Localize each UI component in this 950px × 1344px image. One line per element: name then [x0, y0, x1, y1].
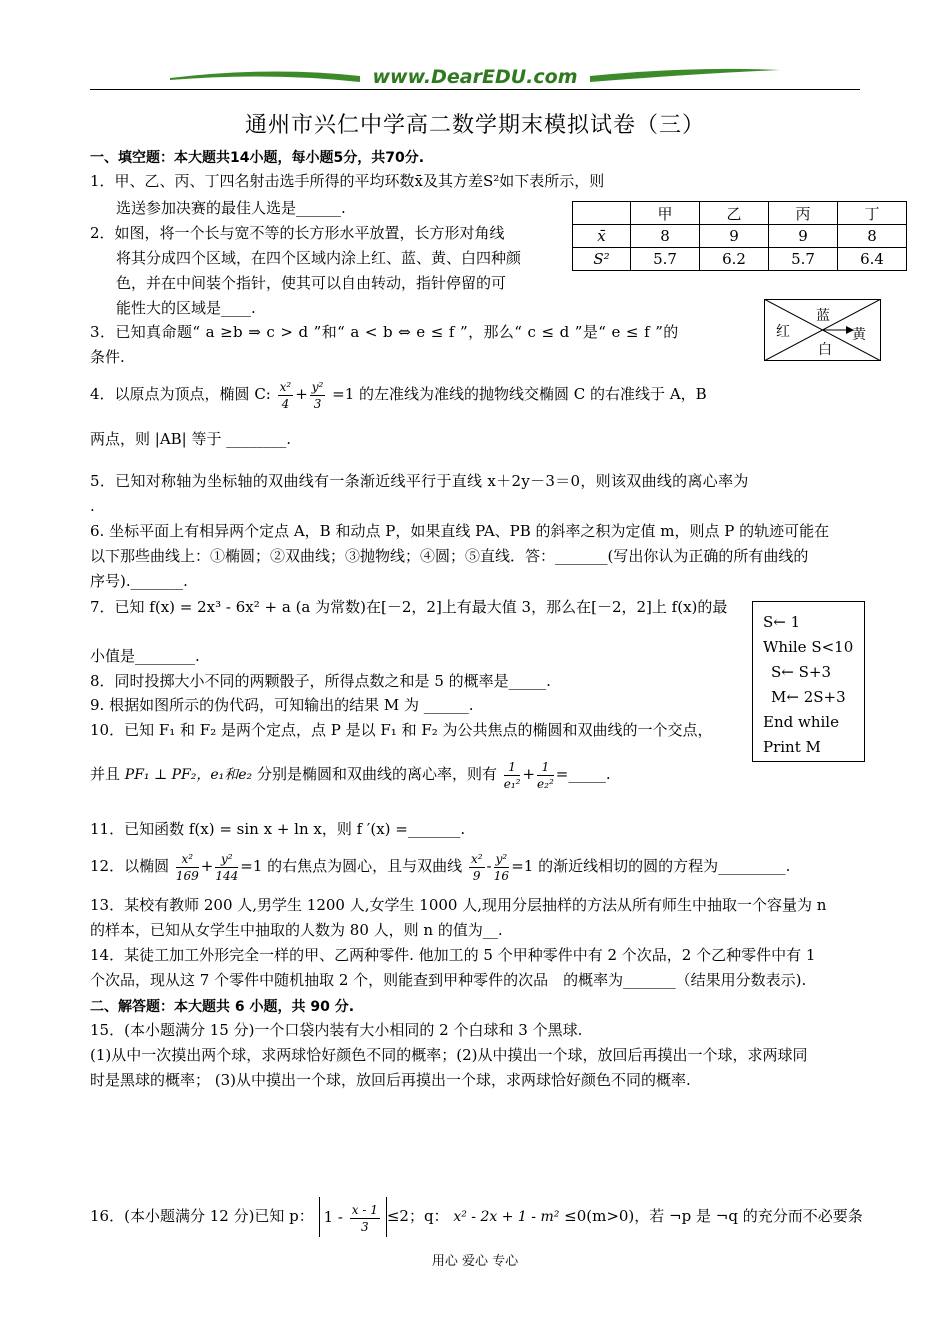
q15-line3: 时是黑球的概率； (3)从中摸出一个球，放回后再摸出一个球，求两球恰好颜色不同的概率.	[90, 1071, 691, 1089]
fraction-denominator: 9	[472, 868, 481, 883]
q10-line1: 10．已知 F₁ 和 F₂ 是两个定点，点 P 是以 F₁ 和 F₂ 为公共焦点的椭圆和双曲线的一个交点，	[90, 721, 713, 739]
fraction-numerator: y²	[215, 851, 238, 868]
q12-fraction-1	[176, 851, 199, 884]
code-line: M← 2S+3	[771, 688, 846, 706]
page-footer: 用心 爱心 专心	[431, 1254, 519, 1269]
fraction-denominator: 3	[313, 396, 322, 411]
q10-text-c: =_____.	[555, 765, 611, 783]
q11-line: 11．已知函数 f(x) = sin x + ln x，则 f ′(x) =_______.	[90, 820, 466, 838]
table-cell: 丙	[769, 202, 838, 225]
stats-table	[572, 201, 907, 271]
header-logo	[170, 66, 780, 90]
q12-fraction-4	[494, 851, 510, 884]
q4-fraction-y	[310, 379, 326, 412]
q6-line1: 6. 坐标平面上有相异两个定点 A，B 和动点 P，如果直线 PA、PB 的斜率之积为定值 m，则点 P 的轨迹可能在	[90, 522, 830, 540]
fraction-numerator: y²	[311, 379, 324, 394]
q14-line2: 个次品，现从这 7 个零件中随机抽取 2 个，则能查到甲种零件的次品 的概率为_______（结果用分数表示).	[90, 971, 807, 989]
q16-text-b: ≤2；q：	[386, 1207, 449, 1225]
q14-line1: 14．某徒工加工外形完全一样的甲、乙两种零件. 他加工的 5 个甲种零件中有 2 个次品，2 个乙种零件中有 1	[90, 946, 816, 964]
logo-text: www.DearEDU.com	[372, 66, 578, 88]
q12-fraction-3	[469, 851, 485, 884]
fraction-numerator: 1	[537, 759, 554, 776]
table-row	[573, 248, 907, 271]
table-cell: 乙	[700, 202, 769, 225]
fraction-numerator: x²	[176, 851, 199, 868]
fraction-denominator: e₂²	[537, 776, 554, 791]
section-heading-fill-blank: 一、填空题：本大题共14小题，每小题5分，共70分.	[90, 150, 425, 166]
q10-plus: +	[522, 765, 536, 783]
q2-line1: 2．如图，将一个长与宽不等的长方形水平放置，长方形对角线	[90, 224, 505, 242]
section-heading-answers: 二、解答题：本大题共 6 小题，共 90 分.	[90, 999, 355, 1015]
q4-line2: 两点，则 |AB| 等于 ________.	[90, 430, 292, 448]
q10-math: PF₁ ⊥ PF₂，e₁和e₂	[124, 767, 253, 783]
region-right-label: 黄	[852, 327, 866, 343]
fraction-numerator: x - 1	[351, 1202, 378, 1217]
q12-text-c: =1 的渐近线相切的圆的方程为_________.	[511, 857, 791, 875]
fraction-denominator: 169	[175, 868, 199, 883]
q9-line: 9. 根据如图所示的伪代码，可知输出的结果 M 为 ______.	[90, 696, 474, 714]
q16-text-a: 16．(本小题满分 12 分)已知 p：	[90, 1207, 314, 1225]
q15-line1: 15．(本小题满分 15 分)一个口袋内装有大小相同的 2 个白球和 3 个黑球.	[90, 1021, 583, 1039]
code-line: While S<10	[763, 638, 854, 656]
region-left-label: 红	[776, 324, 790, 340]
table-cell: 丁	[838, 202, 907, 225]
table-cell: 5.7	[631, 248, 700, 271]
q4-text-a: 4．以原点为顶点，椭圆 C:	[90, 385, 271, 403]
table-cell: 5.7	[769, 248, 838, 271]
q12-plus: +	[200, 857, 214, 875]
q10-text-a: 并且	[90, 765, 121, 783]
fraction-denominator: 4	[281, 396, 290, 411]
fraction-denominator: 3	[360, 1219, 369, 1234]
q15-line2: (1)从中一次摸出两个球，求两球恰好颜色不同的概率；(2)从中摸出一个球，放回后再摸出一个球，求两球同	[90, 1046, 808, 1064]
q4-line1	[90, 374, 707, 414]
page-title: 通州市兴仁中学高二数学期末模拟试卷（三）	[244, 113, 705, 138]
table-cell: x̄	[573, 225, 631, 248]
fraction-denominator: e₁²	[503, 776, 521, 791]
q13-line2: 的样本，已知从女学生中抽取的人数为 80 人，则 n 的值为__.	[90, 921, 503, 939]
q4-text-b: =1 的左准线为准线的抛物线交椭圆 C 的右准线于 A，B	[332, 385, 707, 403]
q2-line3: 色，并在中间装个指针，使其可以自由转动，指针停留的可	[116, 274, 507, 292]
q16-abs-expression	[319, 1197, 387, 1237]
pseudocode-box	[752, 601, 865, 762]
q4-fraction-x	[278, 379, 294, 412]
q10-fraction-1	[504, 759, 521, 792]
q12-text-a: 12．以椭圆	[90, 857, 170, 875]
table-cell: 9	[769, 225, 838, 248]
header-rule	[90, 89, 860, 90]
q16-math: x² - 2x + 1 - m²	[453, 1209, 560, 1225]
q16-line	[90, 1194, 863, 1239]
table-cell	[573, 202, 631, 225]
q6-line2: 以下那些曲线上：①椭圆；②双曲线；③抛物线；④圆；⑤直线．答：_______(写出你认为正确的所有曲线的	[90, 547, 809, 565]
q16-abs-left: 1 -	[323, 1208, 343, 1226]
q8-line: 8．同时投掷大小不同的两颗骰子，所得点数之和是 5 的概率是_____.	[90, 672, 551, 690]
q2-line2: 将其分成四个区域，在四个区域内涂上红、蓝、黄、白四种颜	[116, 249, 522, 267]
q12-text-b: =1 的右焦点为圆心，且与双曲线	[240, 857, 463, 875]
q12-minus: -	[486, 857, 492, 875]
fraction-numerator: x²	[470, 851, 483, 866]
fraction-denominator: 144	[215, 868, 239, 883]
q10-line2	[90, 752, 611, 797]
table-row	[573, 202, 907, 225]
region-top-label: 蓝	[816, 308, 830, 324]
q12-fraction-2	[215, 851, 238, 884]
q1-line2: 选送参加决赛的最佳人选是______.	[116, 199, 346, 217]
q7-line2: 小值是________.	[90, 647, 200, 665]
q5-line1: 5．已知对称轴为坐标轴的双曲线有一条渐近线平行于直线 x＋2y－3＝0，则该双曲线的离心率为	[90, 472, 749, 490]
q3-line1: 3．已知真命题“ a ≥b ⇒ c > d ”和“ a < b ⇔ e ≤ f ”，那么“ c ≤ d ”是“ e ≤ f ”的	[90, 323, 679, 341]
code-line: S← 1	[763, 613, 801, 631]
table-row	[573, 225, 907, 248]
region-bottom-label: 白	[818, 342, 832, 358]
q5-line2: .	[90, 497, 95, 515]
fraction-numerator: y²	[495, 851, 508, 866]
q16-text-c: ≤0(m>0)，若 ¬p 是 ¬q 的充分而不必要条	[564, 1207, 863, 1225]
table-cell: 8	[838, 225, 907, 248]
q4-plus: +	[295, 385, 308, 403]
fraction-numerator: 1	[504, 759, 521, 776]
q7-line1: 7．已知 f(x) = 2x³ - 6x² + a (a 为常数)在[－2，2]上有最大值 3，那么在[－2，2]上 f(x)的最	[90, 598, 728, 616]
table-cell: 9	[700, 225, 769, 248]
table-cell: 6.4	[838, 248, 907, 271]
fraction-numerator: x²	[279, 379, 292, 394]
q6-line3: 序号)._______.	[90, 572, 188, 590]
table-cell: 甲	[631, 202, 700, 225]
q10-text-b: 分别是椭圆和双曲线的离心率，则有	[256, 765, 497, 783]
color-region-diagram	[764, 299, 881, 361]
q10-fraction-2	[537, 759, 554, 792]
code-line: End while	[763, 713, 839, 731]
code-line: S← S+3	[771, 663, 831, 681]
fraction-denominator: 16	[493, 868, 510, 883]
q13-line1: 13．某校有教师 200 人,男学生 1200 人,女学生 1000 人,现用分层抽样的方法从所有师生中抽取一个容量为 n	[90, 896, 827, 914]
q12-line	[90, 846, 790, 886]
q1-line1: 1．甲、乙、丙、丁四名射击选手所得的平均环数x̄及其方差S²如下表所示，则	[90, 172, 605, 190]
q16-fraction	[350, 1202, 380, 1235]
code-line: Print M	[763, 738, 821, 756]
q3-line2: 条件.	[90, 348, 125, 366]
table-cell: S²	[573, 248, 631, 271]
table-cell: 6.2	[700, 248, 769, 271]
table-cell: 8	[631, 225, 700, 248]
q2-line4: 能性大的区域是____.	[116, 299, 256, 317]
